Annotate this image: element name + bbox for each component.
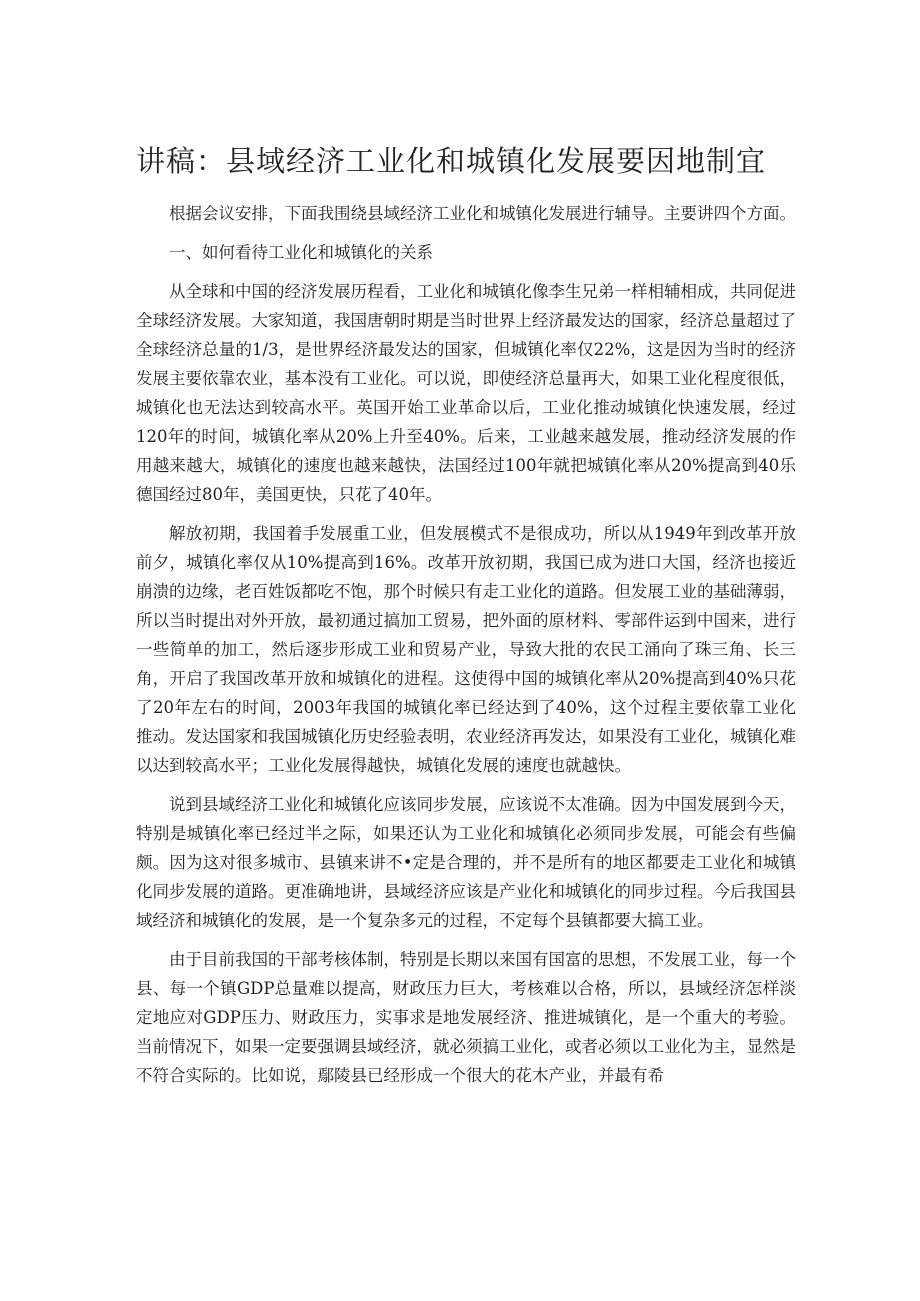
body-paragraph: 由于目前我国的干部考核体制，特别是长期以来国有国富的思想，不发展工业，每一个县、每一个镇GDP总量难以提高，财政压力巨大，考核难以合格，所以，县域经济怎样淡定地应对GDP压力、财政压力，实事求是地发展经济、推进城镇化，是一个重大的考验。当前情况下，如果一定要强调县域经济，就必须搞工业化，或者必须以工业化为主，显然是不符合实际的。比如说，鄢陵县已经形成一个很大的花木产业，并最有希 xyxy=(136,950,796,1085)
body-paragraph: 从全球和中国的经济发展历程看，工业化和城镇化像李生兄弟一样相辅相成，共同促进全球经济发展。大家知道，我国唐朝时期是当时世界上经济最发达的国家，经济总量超过了全球经济总量的1/3，是世界经济最发达的国家，但城镇化率仅22%，这是因为当时的经济发展主要依靠农业，基本没有工业化。可以说，即使经济总量再大，如果工业化程度很低，城镇化也无法达到较高水平。英国开始工业革命以后，工业化推动城镇化快速发展，经过120年的时间，城镇化率从20%上升至40%。后来，工业越来越发展，推动经济发展的作用越来越大，城镇化的速度也越来越快，法国经过100年就把城镇化率从20%提高到40乐德国经过80年，美国更快，只花了40年。 xyxy=(136,282,796,504)
body-paragraph: 解放初期，我国着手发展重工业，但发展模式不是很成功，所以从1949年到改革开放前夕，城镇化率仅从10%提高到16%。改革开放初期，我国已成为进口大国，经济也接近崩溃的边缘，老百姓饭都吃不饱，那个时候只有走工业化的道路。但发展工业的基础薄弱，所以当时提出对外开放，最初通过搞加工贸易，把外面的原材料、零部件运到中国来，进行一些简单的加工，然后逐步形成工业和贸易产业，导致大批的农民工涌向了珠三角、长三角，开启了我国改革开放和城镇化的进程。这使得中国的城镇化率从20%提高到40%只花了20年左右的时间，2003年我国的城镇化率已经达到了40%，这个过程主要依靠工业化推动。发达国家和我国城镇化历史经验表明，农业经济再发达，如果没有工业化，城镇化难以达到较高水平；工业化发展得越快，城镇化发展的速度也就越快。 xyxy=(136,524,796,775)
section-heading: 一、如何看待工业化和城镇化的关系 xyxy=(169,243,433,262)
document-title: 讲稿：县域经济工业化和城镇化发展要因地制宜 xyxy=(136,144,767,178)
document-body xyxy=(136,199,796,1090)
intro-paragraph: 根据会议安排，下面我围绕县域经济工业化和城镇化发展进行辅导。主要讲四个方面。 xyxy=(169,204,796,223)
body-paragraph: 说到县域经济工业化和城镇化应该同步发展，应该说不太准确。因为中国发展到今天，特别是城镇化率已经过半之际，如果还认为工业化和城镇化必须同步发展，可能会有些偏颇。因为这对很多城市、县镇来讲不•定是合理的，并不是所有的地区都要走工业化和城镇化同步发展的道路。更准确地讲，县域经济应该是产业化和城镇化的同步过程。今后我国县域经济和城镇化的发展，是一个复杂多元的过程，不定每个县镇都要大搞工业。 xyxy=(136,795,796,930)
